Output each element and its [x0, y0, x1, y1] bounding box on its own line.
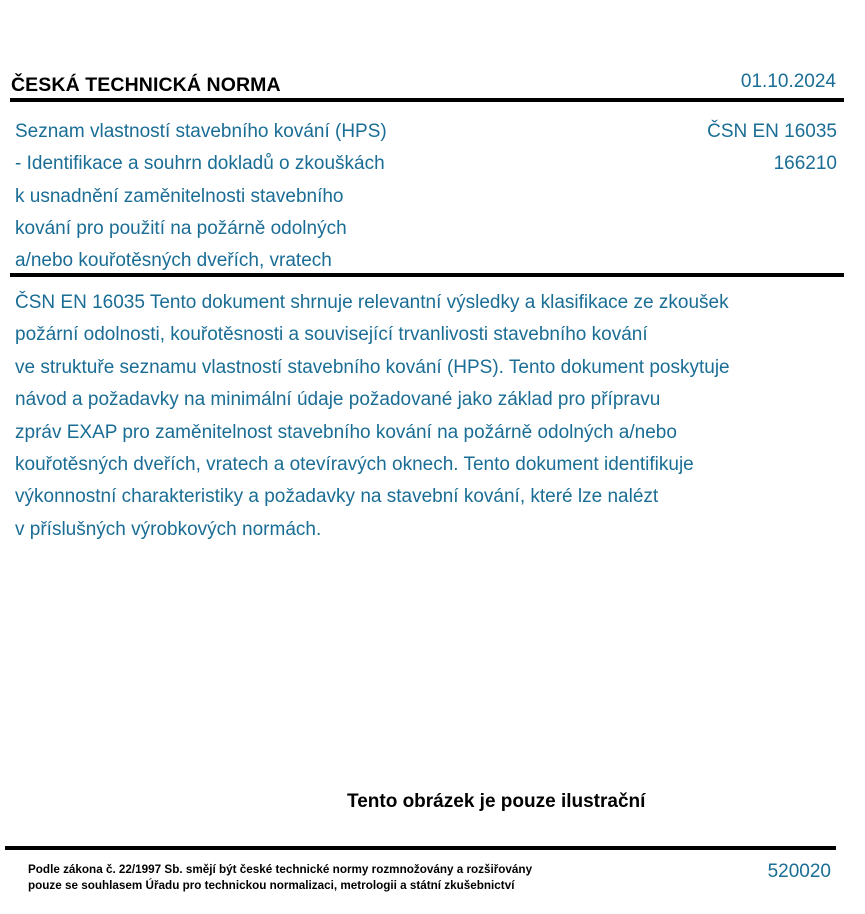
title-line: k usnadnění zaměnitelnosti stavebního [15, 185, 344, 207]
legal-notice [28, 862, 532, 893]
standard-designation: ČSN EN 16035 [707, 121, 837, 142]
header-divider [10, 98, 844, 102]
footer-divider [5, 846, 836, 850]
standard-title [15, 116, 535, 277]
abstract-text [15, 287, 845, 546]
legal-line: pouze se souhlasem Úřadu pro technickou normalizaci, metrologii a státní zkušebnictví [28, 878, 515, 892]
title-line: kování pro použití na požárně odolných [15, 217, 347, 239]
abstract-line: v příslušných výrobkových normách. [15, 518, 322, 540]
abstract-line: výkonnostní charakteristiky a požadavky na stavební kování, které lze nalézt [15, 486, 659, 508]
catalog-number: 166210 [773, 153, 837, 175]
abstract-line: požární odolnosti, kouřotěsnosti a související trvanlivosti stavebního kování [15, 324, 648, 346]
standard-identifiers [707, 116, 837, 181]
title-line: - Identifikace a souhrn dokladů o zkouškách [15, 153, 385, 175]
abstract-line: návod a požadavky na minimální údaje požadované jako základ pro přípravu [15, 389, 661, 411]
abstract-line: zpráv EXAP pro zaměnitelnost stavebního kování na požárně odolných a/nebo [15, 421, 677, 443]
document-code: 520020 [767, 861, 831, 882]
title-line: a/nebo kouřotěsných dveřích, vratech [15, 250, 332, 272]
title-divider [10, 273, 844, 277]
publication-date: 01.10.2024 [740, 71, 836, 92]
abstract-line: kouřotěsných dveřích, vratech a otevíravých oknech. Tento dokument identifikuje [15, 454, 694, 476]
illustrative-note: Tento obrázek je pouze ilustrační [347, 791, 646, 812]
title-line: Seznam vlastností stavebního kování (HPS) [15, 121, 387, 142]
document-type-heading: ČESKÁ TECHNICKÁ NORMA [11, 74, 281, 96]
legal-line: Podle zákona č. 22/1997 Sb. smějí být české technické normy rozmnožovány a rozšiřovány [28, 863, 533, 876]
abstract-line: ve struktuře seznamu vlastností stavebního kování (HPS). Tento dokument poskytuje [15, 356, 730, 378]
abstract-line: ČSN EN 16035 Tento dokument shrnuje relevantní výsledky a klasifikace ze zkoušek [15, 292, 729, 313]
